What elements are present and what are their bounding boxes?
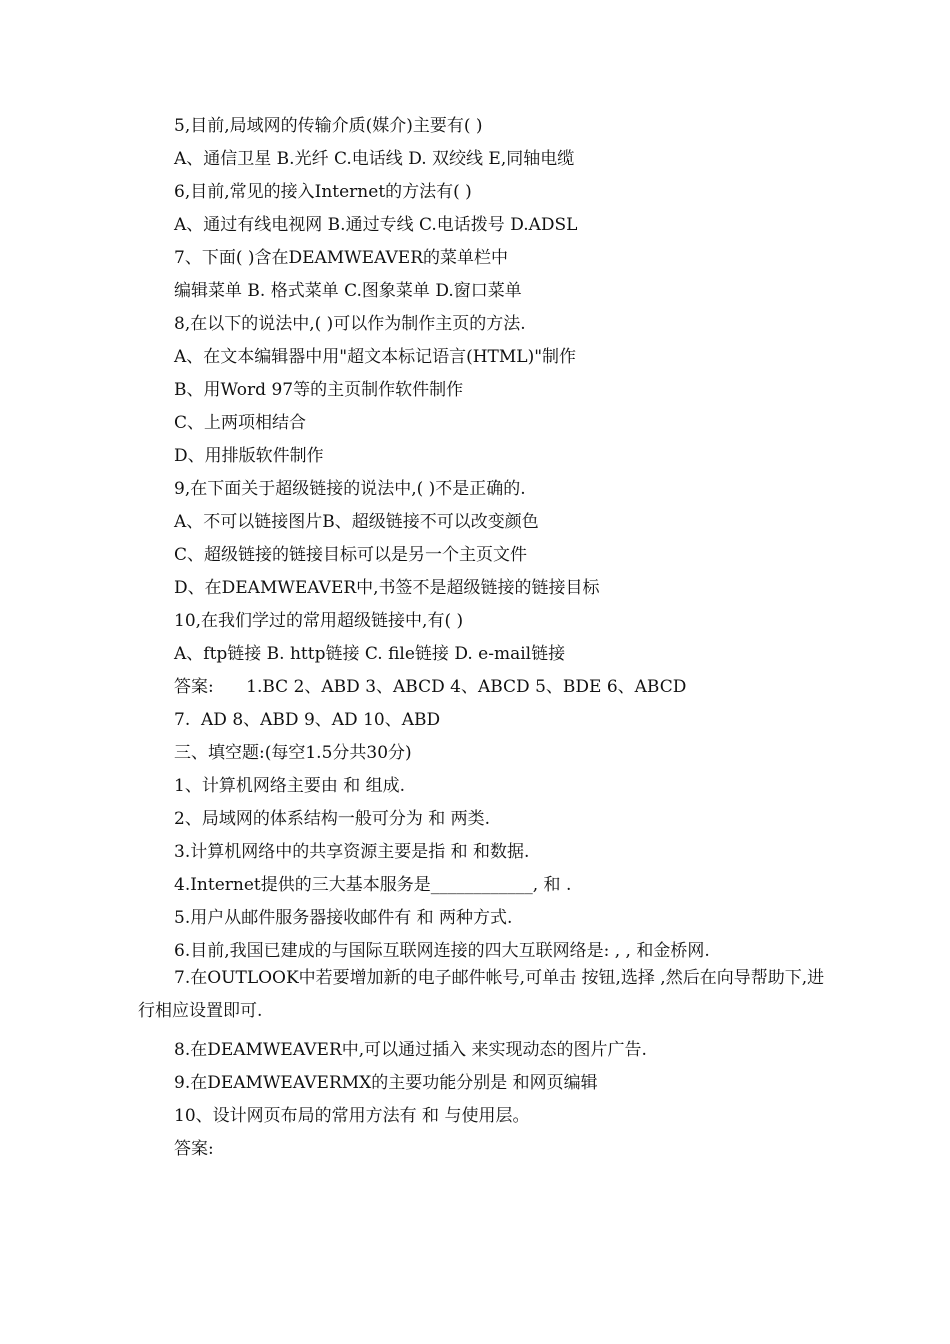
question-8-option-c: C、上两项相结合 — [174, 413, 307, 433]
question-5: 5,目前,局域网的传输介质(媒介)主要有( ) — [174, 116, 483, 136]
question-8-option-b: B、用Word 97等的主页制作软件制作 — [174, 380, 464, 400]
fill-question-2: 2、局域网的体系结构一般可分为 和 两类. — [174, 809, 491, 829]
section-heading-fill-in: 三、填空题:(每空1.5分共30分) — [174, 743, 412, 763]
answers-line-1: 答案: 1.BC 2、ABD 3、ABCD 4、ABCD 5、BDE 6、ABCD — [174, 677, 687, 697]
question-7-options: 编辑菜单 B. 格式菜单 C.图象菜单 D.窗口菜单 — [174, 281, 522, 301]
question-6-options: A、通过有线电视网 B.通过专线 C.电话拨号 D.ADSL — [174, 215, 578, 235]
question-7: 7、下面( )含在DEAMWEAVER的菜单栏中 — [174, 248, 509, 268]
fill-question-10: 10、设计网页布局的常用方法有 和 与使用层。 — [174, 1106, 530, 1126]
question-8-option-d: D、用排版软件制作 — [174, 446, 324, 466]
question-9: 9,在下面关于超级链接的说法中,( )不是正确的. — [174, 479, 526, 499]
question-5-options: A、通信卫星 B.光纤 C.电话线 D. 双绞线 E,同轴电缆 — [174, 149, 575, 169]
fill-question-3: 3.计算机网络中的共享资源主要是指 和 和数据. — [174, 842, 530, 862]
question-8-option-a: A、在文本编辑器中用"超文本标记语言(HTML)"制作 — [174, 347, 577, 367]
question-10-options: A、ftp链接 B. http链接 C. file链接 D. e-mail链接 — [174, 644, 566, 664]
question-6: 6,目前,常见的接入Internet的方法有( ) — [174, 182, 472, 202]
question-10: 10,在我们学过的常用超级链接中,有( ) — [174, 611, 464, 631]
answers-line-2: 7. AD 8、ABD 9、AD 10、ABD — [174, 710, 441, 730]
question-9-options-ab: A、不可以链接图片B、超级链接不可以改变颜色 — [174, 512, 539, 532]
fill-question-9: 9.在DEAMWEAVERMX的主要功能分别是 和网页编辑 — [174, 1073, 598, 1093]
question-9-option-c: C、超级链接的链接目标可以是另一个主页文件 — [174, 545, 528, 565]
fill-question-7: 7.在OUTLOOK中若要增加新的电子邮件帐号,可单击 按钮,选择 ,然后在向导帮助下,进行相应设置即可. — [138, 968, 825, 1021]
question-9-option-d: D、在DEAMWEAVER中,书签不是超级链接的链接目标 — [174, 578, 600, 598]
answers-label: 答案: — [174, 1139, 214, 1159]
fill-question-4: 4.Internet提供的三大基本服务是____________, 和 . — [174, 875, 572, 895]
fill-question-8: 8.在DEAMWEAVER中,可以通过插入 来实现动态的图片广告. — [174, 1040, 647, 1060]
fill-question-1: 1、计算机网络主要由 和 组成. — [174, 776, 406, 796]
fill-question-6: 6.目前,我国已建成的与国际互联网连接的四大互联网络是: , , 和金桥网. — [174, 941, 710, 961]
question-8: 8,在以下的说法中,( )可以作为制作主页的方法. — [174, 314, 526, 334]
fill-question-5: 5.用户从邮件服务器接收邮件有 和 两种方式. — [174, 908, 513, 928]
